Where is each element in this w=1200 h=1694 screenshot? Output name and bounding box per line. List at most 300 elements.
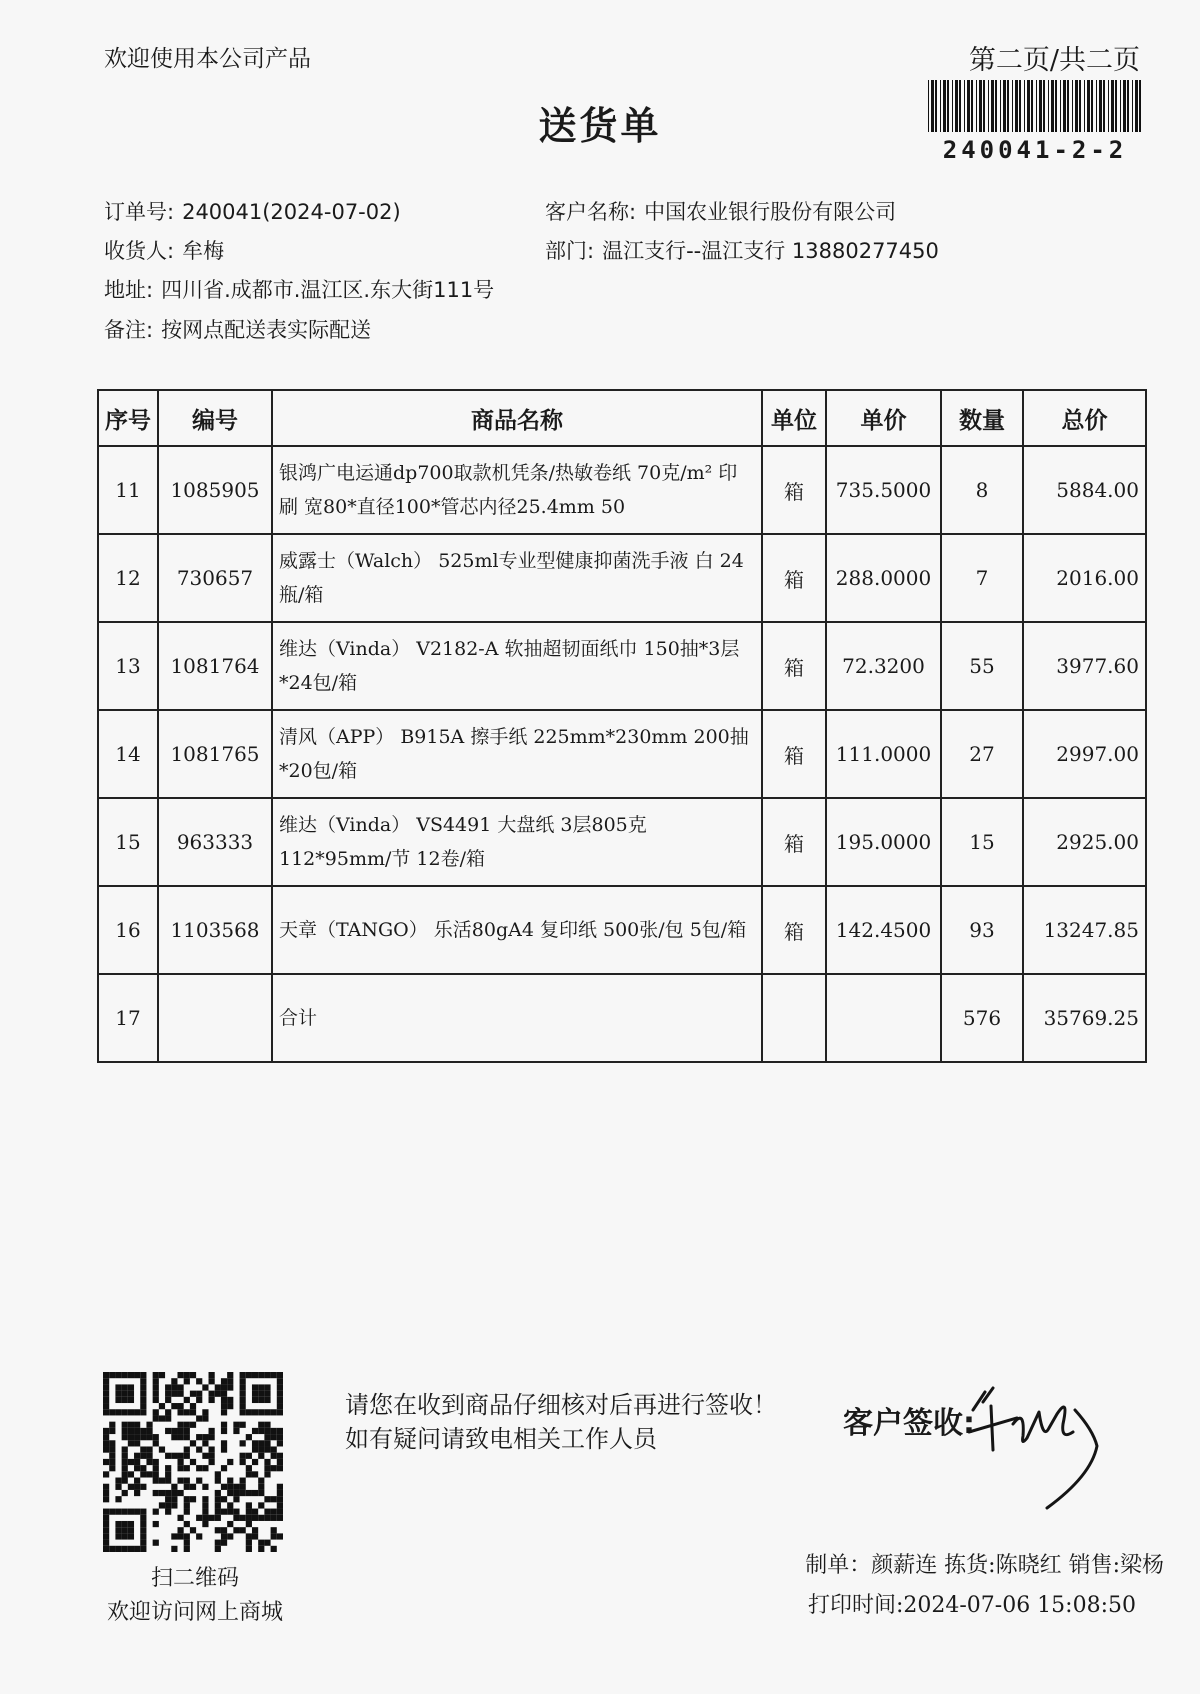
qr-module bbox=[271, 1527, 277, 1533]
qr-module bbox=[240, 1378, 246, 1384]
qr-module bbox=[171, 1378, 177, 1384]
row-total: 2997.00 bbox=[1023, 710, 1146, 798]
qr-module bbox=[109, 1440, 115, 1446]
qr-module bbox=[215, 1509, 221, 1515]
qr-module bbox=[122, 1422, 128, 1428]
qr-module bbox=[122, 1434, 128, 1440]
qr-module bbox=[134, 1434, 140, 1440]
qr-module bbox=[177, 1490, 183, 1496]
qr-module bbox=[233, 1509, 239, 1515]
qr-module bbox=[165, 1409, 171, 1415]
qr-module bbox=[140, 1521, 146, 1527]
barcode-bar bbox=[1063, 80, 1066, 132]
qr-module bbox=[184, 1434, 190, 1440]
summary-code bbox=[158, 974, 272, 1062]
barcode-bar bbox=[1072, 80, 1073, 132]
qr-module bbox=[277, 1434, 283, 1440]
barcode-bar bbox=[1111, 80, 1114, 132]
qr-module bbox=[171, 1484, 177, 1490]
qr-module bbox=[271, 1428, 277, 1434]
barcode-bar bbox=[1115, 80, 1117, 132]
qr-module bbox=[246, 1540, 252, 1546]
qr-module bbox=[171, 1428, 177, 1434]
row-product-name: 维达（Vinda） V2182-A 软抽超韧面纸巾 150抽*3层*24包/箱 bbox=[272, 622, 762, 710]
qr-module bbox=[190, 1440, 196, 1446]
qr-module bbox=[215, 1502, 221, 1508]
qr-module bbox=[264, 1434, 270, 1440]
qr-module bbox=[258, 1397, 264, 1403]
qr-module bbox=[140, 1372, 146, 1378]
qr-module bbox=[227, 1397, 233, 1403]
qr-module bbox=[252, 1428, 258, 1434]
qr-module bbox=[202, 1440, 208, 1446]
qr-module bbox=[202, 1434, 208, 1440]
qr-module bbox=[240, 1403, 246, 1409]
barcode-bar bbox=[1039, 80, 1042, 132]
qr-module bbox=[246, 1409, 252, 1415]
qr-module bbox=[221, 1440, 227, 1446]
qr-module bbox=[134, 1440, 140, 1446]
qr-module bbox=[122, 1428, 128, 1434]
qr-module bbox=[128, 1372, 134, 1378]
qr-module bbox=[140, 1453, 146, 1459]
barcode-bar bbox=[971, 80, 973, 132]
qr-module bbox=[227, 1509, 233, 1515]
qr-module bbox=[171, 1490, 177, 1496]
table-row bbox=[98, 534, 1146, 622]
qr-module bbox=[233, 1515, 239, 1521]
barcode-bar bbox=[955, 80, 958, 132]
qr-module bbox=[258, 1384, 264, 1390]
qr-module bbox=[153, 1540, 159, 1546]
qr-module bbox=[221, 1403, 227, 1409]
qr-module bbox=[258, 1478, 264, 1484]
order-number-label: 订单号: bbox=[104, 200, 175, 224]
qr-module bbox=[202, 1453, 208, 1459]
qr-module bbox=[109, 1459, 115, 1465]
qr-module bbox=[190, 1372, 196, 1378]
qr-module bbox=[109, 1446, 115, 1452]
row-unit: 箱 bbox=[762, 710, 826, 798]
qr-module bbox=[134, 1490, 140, 1496]
qr-module bbox=[202, 1502, 208, 1508]
row-product-name: 天章（TANGO） 乐活80gA4 复印纸 500张/包 5包/箱 bbox=[272, 886, 762, 974]
qr-module bbox=[215, 1515, 221, 1521]
qr-module bbox=[252, 1509, 258, 1515]
qr-module bbox=[264, 1397, 270, 1403]
qr-module bbox=[209, 1391, 215, 1397]
qr-module bbox=[277, 1440, 283, 1446]
qr-module bbox=[209, 1372, 215, 1378]
barcode-bar bbox=[1139, 80, 1141, 132]
order-number: 240041(2024-07-02) bbox=[182, 200, 401, 224]
qr-module bbox=[271, 1409, 277, 1415]
qr-module bbox=[177, 1453, 183, 1459]
qr-module bbox=[246, 1471, 252, 1477]
qr-module bbox=[221, 1540, 227, 1546]
qr-module bbox=[103, 1484, 109, 1490]
qr-module bbox=[202, 1384, 208, 1390]
qr-module bbox=[165, 1391, 171, 1397]
qr-module bbox=[177, 1478, 183, 1484]
qr-module bbox=[122, 1372, 128, 1378]
qr-module bbox=[202, 1515, 208, 1521]
qr-module bbox=[128, 1434, 134, 1440]
qr-module bbox=[153, 1391, 159, 1397]
qr-module bbox=[115, 1521, 121, 1527]
customer-line bbox=[545, 196, 896, 226]
print-time: 打印时间:2024-07-06 15:08:50 bbox=[807, 1593, 1136, 1618]
qr-module bbox=[184, 1422, 190, 1428]
qr-module bbox=[115, 1372, 121, 1378]
qr-module bbox=[140, 1509, 146, 1515]
qr-module bbox=[258, 1409, 264, 1415]
barcode-bar bbox=[1099, 80, 1102, 132]
header-total: 总价 bbox=[1023, 390, 1146, 446]
qr-module bbox=[264, 1409, 270, 1415]
qr-module bbox=[258, 1490, 264, 1496]
barcode-bar bbox=[983, 80, 985, 132]
qr-module bbox=[277, 1465, 283, 1471]
qr-module bbox=[103, 1409, 109, 1415]
qr-module bbox=[115, 1509, 121, 1515]
row-unit-price: 195.0000 bbox=[826, 798, 941, 886]
row-seq: 14 bbox=[98, 710, 158, 798]
qr-module bbox=[277, 1515, 283, 1521]
qr-module bbox=[252, 1391, 258, 1397]
qr-module bbox=[122, 1384, 128, 1390]
remark-value: 按网点配送表实际配送 bbox=[161, 318, 372, 342]
qr-module bbox=[277, 1391, 283, 1397]
qr-module bbox=[122, 1533, 128, 1539]
table-row bbox=[98, 446, 1146, 534]
row-seq: 11 bbox=[98, 446, 158, 534]
barcode-bar bbox=[1000, 80, 1001, 132]
qr-module bbox=[196, 1465, 202, 1471]
qr-module bbox=[246, 1533, 252, 1539]
barcode-bar bbox=[1127, 80, 1129, 132]
qr-module bbox=[240, 1527, 246, 1533]
qr-module bbox=[165, 1384, 171, 1390]
qr-module bbox=[246, 1515, 252, 1521]
qr-module bbox=[258, 1453, 264, 1459]
qr-module bbox=[246, 1502, 252, 1508]
qr-module bbox=[277, 1509, 283, 1515]
qr-module bbox=[227, 1484, 233, 1490]
qr-module bbox=[122, 1453, 128, 1459]
row-quantity: 15 bbox=[941, 798, 1023, 886]
qr-module bbox=[221, 1384, 227, 1390]
qr-module bbox=[109, 1546, 115, 1552]
qr-module bbox=[227, 1521, 233, 1527]
qr-module bbox=[115, 1397, 121, 1403]
qr-module bbox=[153, 1459, 159, 1465]
table-row bbox=[98, 886, 1146, 974]
qr-module bbox=[190, 1484, 196, 1490]
qr-module bbox=[221, 1428, 227, 1434]
qr-module bbox=[215, 1478, 221, 1484]
qr-module bbox=[134, 1409, 140, 1415]
qr-module bbox=[159, 1372, 165, 1378]
page-indicator: 第二页/共二页 bbox=[968, 45, 1140, 76]
qr-module bbox=[103, 1459, 109, 1465]
barcode-bar bbox=[1123, 80, 1126, 132]
qr-module bbox=[277, 1490, 283, 1496]
qr-module bbox=[240, 1440, 246, 1446]
barcode-bar bbox=[947, 80, 949, 132]
qr-module bbox=[252, 1490, 258, 1496]
qr-module bbox=[227, 1490, 233, 1496]
row-code: 1103568 bbox=[158, 886, 272, 974]
qr-module bbox=[277, 1453, 283, 1459]
qr-module bbox=[271, 1372, 277, 1378]
barcode-bar bbox=[1007, 80, 1009, 132]
qr-module bbox=[277, 1484, 283, 1490]
qr-module bbox=[140, 1434, 146, 1440]
qr-module bbox=[184, 1521, 190, 1527]
qr-module bbox=[128, 1384, 134, 1390]
qr-module bbox=[146, 1434, 152, 1440]
qr-module bbox=[140, 1533, 146, 1539]
qr-module bbox=[277, 1378, 283, 1384]
qr-module bbox=[209, 1397, 215, 1403]
qr-code bbox=[103, 1372, 283, 1552]
qr-module bbox=[171, 1384, 177, 1390]
qr-module bbox=[184, 1465, 190, 1471]
row-unit: 箱 bbox=[762, 886, 826, 974]
qr-module bbox=[103, 1509, 109, 1515]
qr-module bbox=[240, 1391, 246, 1397]
qr-module bbox=[103, 1490, 109, 1496]
qr-module bbox=[103, 1397, 109, 1403]
barcode-bar bbox=[1015, 80, 1018, 132]
qr-module bbox=[159, 1415, 165, 1421]
qr-module bbox=[115, 1409, 121, 1415]
qr-module bbox=[215, 1540, 221, 1546]
qr-module bbox=[165, 1428, 171, 1434]
qr-module bbox=[264, 1515, 270, 1521]
qr-module bbox=[209, 1378, 215, 1384]
barcode-bar bbox=[1043, 80, 1045, 132]
barcode bbox=[928, 80, 1142, 132]
summary-label: 合计 bbox=[272, 974, 762, 1062]
qr-module bbox=[258, 1422, 264, 1428]
customer-name: 中国农业银行股份有限公司 bbox=[644, 200, 897, 224]
qr-module bbox=[103, 1540, 109, 1546]
qr-module bbox=[122, 1509, 128, 1515]
qr-module bbox=[103, 1527, 109, 1533]
qr-module bbox=[233, 1422, 239, 1428]
qr-module bbox=[165, 1397, 171, 1403]
qr-module bbox=[252, 1515, 258, 1521]
qr-module bbox=[103, 1446, 109, 1452]
qr-module bbox=[202, 1521, 208, 1527]
qr-module bbox=[240, 1459, 246, 1465]
department-line bbox=[545, 235, 939, 265]
qr-module bbox=[165, 1415, 171, 1421]
summary-price bbox=[826, 974, 941, 1062]
qr-module bbox=[215, 1496, 221, 1502]
qr-module bbox=[115, 1527, 121, 1533]
qr-module bbox=[184, 1533, 190, 1539]
qr-module bbox=[202, 1465, 208, 1471]
qr-module bbox=[252, 1527, 258, 1533]
qr-module bbox=[140, 1384, 146, 1390]
qr-module bbox=[277, 1409, 283, 1415]
qr-module bbox=[252, 1409, 258, 1415]
barcode-bar bbox=[931, 80, 934, 132]
barcode-number: 240041-2-2 bbox=[942, 136, 1128, 164]
qr-module bbox=[202, 1484, 208, 1490]
qr-module bbox=[140, 1446, 146, 1452]
qr-module bbox=[221, 1409, 227, 1415]
barcode-bar bbox=[1031, 80, 1033, 132]
qr-module bbox=[184, 1484, 190, 1490]
qr-module bbox=[171, 1453, 177, 1459]
qr-module bbox=[271, 1533, 277, 1539]
qr-module bbox=[177, 1372, 183, 1378]
row-total: 5884.00 bbox=[1023, 446, 1146, 534]
summary-quantity: 576 bbox=[941, 974, 1023, 1062]
qr-module bbox=[165, 1509, 171, 1515]
table-row bbox=[98, 798, 1146, 886]
qr-module bbox=[103, 1378, 109, 1384]
qr-module bbox=[246, 1465, 252, 1471]
qr-module bbox=[252, 1446, 258, 1452]
qr-module bbox=[264, 1440, 270, 1446]
qr-module bbox=[277, 1496, 283, 1502]
qr-module bbox=[184, 1372, 190, 1378]
qr-module bbox=[134, 1478, 140, 1484]
row-unit-price: 142.4500 bbox=[826, 886, 941, 974]
qr-module bbox=[165, 1496, 171, 1502]
barcode-bar bbox=[1103, 80, 1105, 132]
remark-line bbox=[104, 314, 371, 344]
qr-module bbox=[209, 1453, 215, 1459]
barcode-bar bbox=[1055, 80, 1057, 132]
qr-module bbox=[109, 1453, 115, 1459]
qr-module bbox=[184, 1428, 190, 1434]
row-quantity: 7 bbox=[941, 534, 1023, 622]
barcode-bar bbox=[1048, 80, 1049, 132]
qr-module bbox=[196, 1515, 202, 1521]
summary-unit bbox=[762, 974, 826, 1062]
qr-module bbox=[177, 1527, 183, 1533]
qr-module bbox=[196, 1533, 202, 1539]
qr-module bbox=[177, 1515, 183, 1521]
qr-module bbox=[171, 1502, 177, 1508]
qr-module bbox=[240, 1409, 246, 1415]
barcode-bar bbox=[976, 80, 977, 132]
customer-label: 客户名称: bbox=[545, 200, 637, 224]
qr-module bbox=[184, 1509, 190, 1515]
qr-module bbox=[165, 1471, 171, 1477]
qr-module bbox=[184, 1502, 190, 1508]
qr-module bbox=[252, 1397, 258, 1403]
qr-module bbox=[240, 1397, 246, 1403]
qr-module bbox=[246, 1434, 252, 1440]
qr-module bbox=[221, 1484, 227, 1490]
qr-module bbox=[277, 1428, 283, 1434]
barcode-bar bbox=[1060, 80, 1061, 132]
row-unit: 箱 bbox=[762, 622, 826, 710]
qr-module bbox=[115, 1546, 121, 1552]
department-label: 部门: bbox=[545, 239, 595, 263]
qr-module bbox=[209, 1446, 215, 1452]
qr-module bbox=[258, 1428, 264, 1434]
qr-module bbox=[128, 1422, 134, 1428]
row-quantity: 93 bbox=[941, 886, 1023, 974]
qr-module bbox=[134, 1459, 140, 1465]
qr-module bbox=[153, 1440, 159, 1446]
qr-module bbox=[240, 1478, 246, 1484]
qr-module bbox=[227, 1533, 233, 1539]
receiver-label: 收货人: bbox=[104, 239, 175, 263]
qr-module bbox=[153, 1397, 159, 1403]
table-header-row bbox=[98, 390, 1146, 446]
qr-module bbox=[115, 1496, 121, 1502]
qr-module bbox=[258, 1540, 264, 1546]
summary-row bbox=[98, 974, 1146, 1062]
barcode-bar bbox=[991, 80, 994, 132]
row-unit: 箱 bbox=[762, 798, 826, 886]
qr-module bbox=[233, 1484, 239, 1490]
qr-module bbox=[264, 1384, 270, 1390]
qr-module bbox=[171, 1391, 177, 1397]
qr-module bbox=[215, 1384, 221, 1390]
qr-module bbox=[209, 1428, 215, 1434]
qr-module bbox=[209, 1459, 215, 1465]
qr-module bbox=[209, 1434, 215, 1440]
qr-module bbox=[221, 1533, 227, 1539]
qr-module bbox=[184, 1378, 190, 1384]
qr-module bbox=[153, 1478, 159, 1484]
qr-module bbox=[240, 1422, 246, 1428]
barcode-bar bbox=[1024, 80, 1025, 132]
qr-module bbox=[128, 1459, 134, 1465]
qr-module bbox=[122, 1409, 128, 1415]
address-line bbox=[104, 274, 494, 304]
qr-module bbox=[122, 1521, 128, 1527]
qr-module bbox=[271, 1446, 277, 1452]
qr-module bbox=[122, 1397, 128, 1403]
qr-module bbox=[252, 1372, 258, 1378]
receipt-notice: 请您在收到商品仔细核对后再进行签收！如有疑问请致电相关工作人员 bbox=[345, 1391, 777, 1453]
qr-module bbox=[215, 1391, 221, 1397]
barcode-bar bbox=[1067, 80, 1069, 132]
row-product-name: 威露士（Walch） 525ml专业型健康抑菌洗手液 白 24瓶/箱 bbox=[272, 534, 762, 622]
qr-module bbox=[153, 1490, 159, 1496]
qr-module bbox=[240, 1484, 246, 1490]
qr-module bbox=[153, 1521, 159, 1527]
barcode-bar bbox=[1079, 80, 1081, 132]
qr-module bbox=[277, 1372, 283, 1378]
qr-caption-line-2: 欢迎访问网上商城 bbox=[106, 1600, 283, 1625]
barcode-bar bbox=[1027, 80, 1030, 132]
qr-module bbox=[202, 1509, 208, 1515]
qr-module bbox=[221, 1527, 227, 1533]
qr-module bbox=[109, 1422, 115, 1428]
barcode-bar bbox=[959, 80, 961, 132]
qr-module bbox=[122, 1478, 128, 1484]
row-product-name: 清风（APP） B915A 擦手纸 225mm*230mm 200抽*20包/箱 bbox=[272, 710, 762, 798]
row-code: 1081765 bbox=[158, 710, 272, 798]
qr-module bbox=[177, 1409, 183, 1415]
qr-module bbox=[103, 1521, 109, 1527]
qr-module bbox=[258, 1446, 264, 1452]
qr-module bbox=[246, 1546, 252, 1552]
row-product-name: 维达（Vinda） VS4491 大盘纸 3层805克 112*95mm/节 12卷/箱 bbox=[272, 798, 762, 886]
